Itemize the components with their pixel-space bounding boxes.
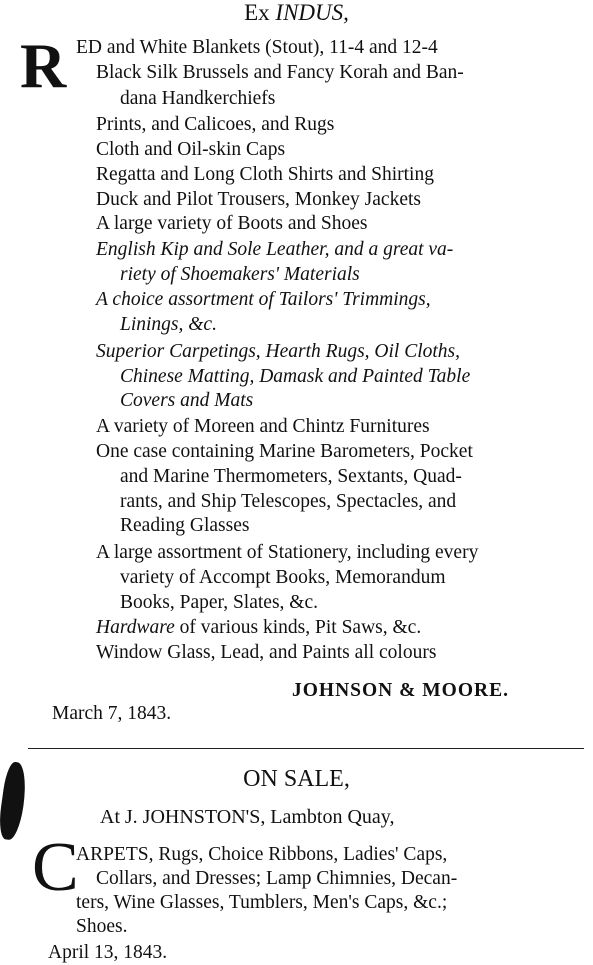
ad1-line-22: variety of Accompt Books, Memorandum <box>120 567 446 588</box>
ad2-line-1: ARPETS, Rugs, Choice Ribbons, Ladies' Caps, <box>76 844 448 865</box>
ad1-line-25: Window Glass, Lead, and Paints all colours <box>96 642 437 663</box>
ad1-line-8: A large variety of Boots and Shoes <box>96 213 368 234</box>
ad1-line-19: rants, and Ship Telescopes, Spectacles, and <box>120 491 457 512</box>
ad1-line-13: Superior Carpetings, Hearth Rugs, Oil Cloths, <box>96 341 461 362</box>
ad1-line-23: Books, Paper, Slates, &c. <box>120 592 318 613</box>
ad2-heading: ON SALE, <box>243 766 350 792</box>
ad2-subheading <box>100 805 394 830</box>
ad1-line-3: dana Handkerchiefs <box>120 88 276 109</box>
ad1-hardware-word: Hardware <box>96 617 175 638</box>
ad1-line-10: riety of Shoemakers' Materials <box>120 264 360 285</box>
ad1-heading-prefix: Ex <box>244 0 270 25</box>
ad1-line-5: Cloth and Oil-skin Caps <box>96 139 286 160</box>
ad2-line-2: Collars, and Dresses; Lamp Chimnies, Decan- <box>96 868 458 889</box>
ad1-dropcap: R <box>20 30 67 101</box>
ad2-sub-place: Lambton Quay, <box>270 806 395 828</box>
ad2-line-3: ters, Wine Glasses, Tumblers, Men's Caps, &c.; <box>76 892 448 913</box>
divider-rule <box>28 748 584 749</box>
ad1-line-24 <box>96 616 421 640</box>
ad1-line-18: and Marine Thermometers, Sextants, Quad- <box>120 466 462 487</box>
ad1-line-2: Black Silk Brussels and Fancy Korah and Ban- <box>96 62 464 83</box>
ad2-sub-name: J. JOHNSTON'S, <box>124 806 266 828</box>
ad1-line-6: Regatta and Long Cloth Shirts and Shirting <box>96 164 434 185</box>
ad1-line-16: A variety of Moreen and Chintz Furnitures <box>96 416 430 437</box>
ad1-line-9: English Kip and Sole Leather, and a great va- <box>96 239 454 260</box>
ad1-line-4: Prints, and Calicoes, and Rugs <box>96 114 335 135</box>
ad1-line-7: Duck and Pilot Trousers, Monkey Jackets <box>96 189 421 210</box>
ad2-sub-at: At <box>100 806 120 828</box>
ad1-line-21: A large assortment of Stationery, including every <box>96 542 479 563</box>
ad1-line-1: ED and White Blankets (Stout), 11-4 and 12-4 <box>76 37 438 58</box>
ad1-line-11: A choice assortment of Tailors' Trimmings, <box>96 289 431 310</box>
ad1-heading <box>0 0 593 26</box>
ad1-line-14: Chinese Matting, Damask and Painted Table <box>120 366 471 387</box>
ad1-date: March 7, 1843. <box>52 703 172 724</box>
ad2-dropcap: C <box>32 829 79 906</box>
ad1-heading-ship: INDUS, <box>275 0 349 25</box>
ad1-line-15: Covers and Mats <box>120 390 254 411</box>
ad1-line-20: Reading Glasses <box>120 515 250 536</box>
ad2-line-4: Shoes. <box>76 916 128 937</box>
ad1-signature: JOHNSON & MOORE. <box>292 680 509 701</box>
ad1-line-12: Linings, &c. <box>120 314 217 335</box>
ad1-line-17: One case containing Marine Barometers, Pocket <box>96 441 473 462</box>
ad1-hardware-rest: of various kinds, Pit Saws, &c. <box>174 617 422 638</box>
ad2-date: April 13, 1843. <box>48 942 168 963</box>
